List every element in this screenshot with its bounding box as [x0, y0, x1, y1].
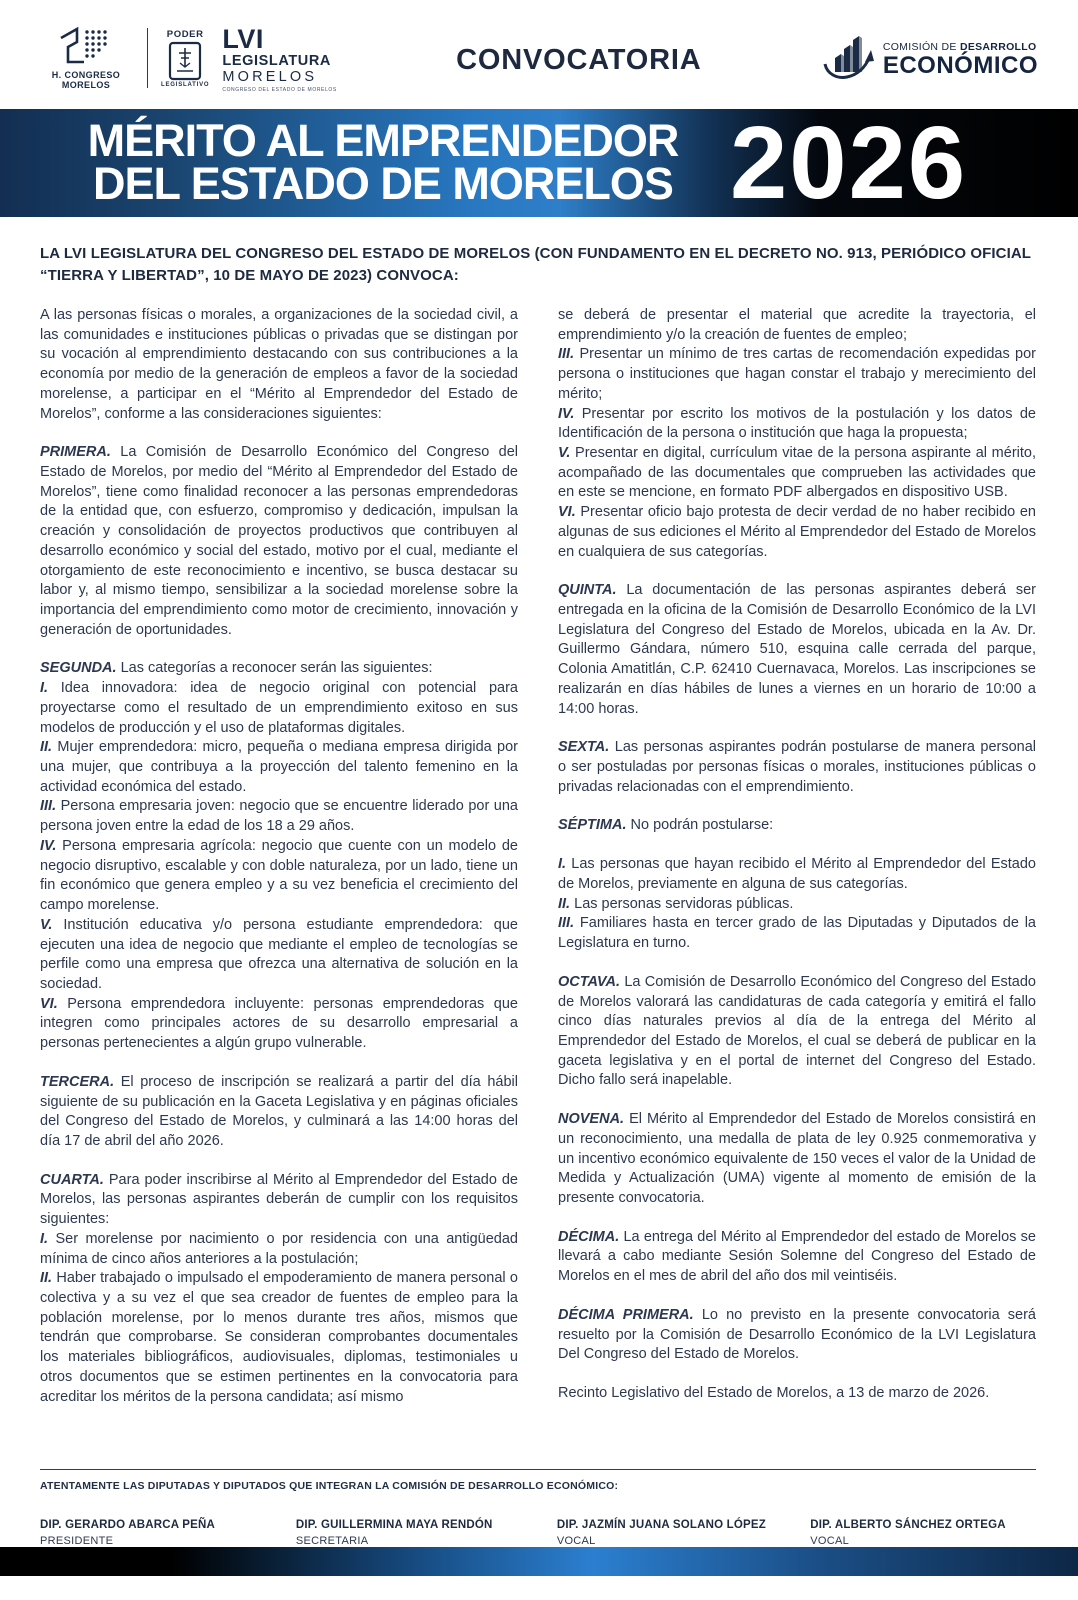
clause-text: Las categorías a reconocer serán las siguientes: [120, 660, 433, 677]
shield-crest-icon [161, 41, 209, 81]
commission-logo [821, 34, 1038, 85]
clause-label: SEGUNDA. [40, 660, 121, 677]
signatory-role: PRESIDENTE [40, 1535, 114, 1547]
document-section [558, 581, 1036, 719]
paragraph [40, 306, 518, 424]
paragraph [40, 1269, 518, 1407]
paragraph [558, 895, 1036, 915]
clause-label: NOVENA. [558, 1111, 630, 1128]
logo-divider [147, 28, 148, 88]
clause-label: II. [558, 895, 575, 912]
clause-text: se deberá de presentar el material que acredite la trayectoria, el emprendimiento y/o la creación de fuentes de empleo; [558, 306, 1036, 343]
clause-text: Mujer emprendedora: micro, pequeña o mediana empresa dirigida por una mujer, que contribuya a la proyección del talento femenino en la actividad económica del estado. [40, 739, 518, 795]
signature-row [40, 1519, 1036, 1547]
clause-label: IV. [558, 405, 582, 422]
clause-label: SEXTA. [558, 739, 615, 756]
commission-logo-text [883, 41, 1038, 78]
commission-line1-bold: DESARROLLO [959, 41, 1037, 53]
clause-text: Recinto Legislativo del Estado de Morelos, a 13 de marzo de 2026. [558, 1385, 990, 1401]
clause-label: PRIMERA. [40, 444, 121, 461]
document-section [40, 1073, 518, 1152]
clause-label: V. [558, 444, 576, 461]
signatory-role: VOCAL [810, 1535, 849, 1547]
paragraph [40, 659, 518, 679]
shield-top-label: PODER [166, 28, 204, 40]
signature-block [810, 1519, 1036, 1547]
signatory-name: DIP. JAZMÍN JUANA SOLANO LÓPEZ [556, 1519, 766, 1531]
clause-text: Presentar en digital, currículum vitae de la persona aspirante al mérito, acompañado de las documentales que comprueben las actividades que en este se mencione, en formato PDF albergados en dispositivo USB. [558, 444, 1036, 501]
paragraph [558, 306, 1036, 345]
bottom-gradient-bar [0, 1547, 1078, 1576]
clause-label: VI. [40, 995, 68, 1012]
clause-text: Haber trabajado o impulsado el empoderamiento de manera personal o colectiva y a su vez el que sea creador de fuentes de empleo para la población morelense, por lo menos durante tres años, mismos que tendrán que comprobarse. Se consideran comprobantes documentales los materiales bibliográficos, audiovisuales, diplomas, testimoniales u otros documentos que se estimen pertinentes en la convocatoria para acreditar los méritos de la persona candidata; así mismo [40, 1270, 518, 1405]
paragraph [40, 995, 518, 1054]
clause-label: II. [40, 1270, 57, 1287]
congress-morelos-logo [38, 26, 134, 91]
document-section [558, 738, 1036, 797]
commission-line2: ECONÓMICO [882, 52, 1038, 79]
paragraph [40, 679, 518, 738]
clause-label: I. [558, 856, 572, 873]
bottom-white-strip [0, 1576, 1078, 1600]
paragraph [40, 1171, 518, 1230]
paragraph [558, 1228, 1036, 1287]
clause-text: Persona emprendedora incluyente: personas emprendedoras que integren como principales actores de su desarrollo empresarial a personas pertenecientes a algún grupo vulnerable. [40, 995, 518, 1052]
paragraph [40, 797, 518, 836]
footer-attention-line: ATENTAMENTE LAS DIPUTADAS Y DIPUTADOS QUE INTEGRAN LA COMISIÓN DE DESARROLLO ECONÓMICO: [40, 1480, 619, 1492]
clause-text: Presentar oficio bajo protesta de decir verdad de no haber recibido en algunas de sus ediciones el Mérito al Emprendedor del Estado de Morelos en cualquiera de sus categorías. [558, 504, 1036, 560]
clause-text: Las personas aspirantes podrán postularse de manera personal o ser postuladas por personas físicas o morales, instituciones públicas o privadas relacionadas con el emprendimiento. [558, 739, 1036, 795]
document-section [558, 1228, 1036, 1287]
award-year: 2026 [730, 104, 968, 220]
convocatoria-preamble: LA LVI LEGISLATURA DEL CONGRESO DEL ESTADO DE MORELOS (CON FUNDAMENTO EN EL DECRETO NO. 913, PERIÓDICO OFICIAL “TIERRA Y LIBERTAD”, 10 DE MAYO DE 2023) CONVOCA: [40, 244, 1031, 285]
clause-label: III. [40, 798, 61, 815]
congress-logo-line1: H. CONGRESO [51, 70, 121, 81]
signatory-name: DIP. GERARDO ABARCA PEÑA [40, 1519, 215, 1531]
clause-text: A las personas físicas o morales, a organizaciones de la sociedad civil, a las comunidades e instituciones públicas o privadas que se distingan por su vocación al emprendimiento destacando con sus contribuciones a la economía por medio de la generación de empleos a favor de la sociedad morelense, a participar en el “Mérito al Emprendedor del Estado de Morelos”, conforme a las consideraciones siguientes: [40, 306, 518, 422]
congress-building-icon [38, 26, 134, 68]
clause-text: Presentar por escrito los motivos de la postulación y los datos de Identificación de la persona o institución que haga la propuesta; [558, 405, 1036, 442]
document-section [558, 855, 1036, 954]
clause-label: QUINTA. [558, 582, 627, 599]
legislatura-roman-numeral: LVI [222, 24, 264, 54]
page-title: CONVOCATORIA [456, 44, 702, 76]
paragraph [558, 503, 1036, 562]
clause-text: Lo no previsto en la presente convocatoria será resuelto por la Comisión de Desarrollo Económico de la LVI Legislatura Del Congreso del Estado de Morelos. [558, 1306, 1036, 1363]
header-logos-left [38, 24, 337, 93]
clause-label: I. [40, 1230, 56, 1247]
clause-text: Institución educativa y/o persona estudiante emprendedora: que ejecuten una idea de negocio que mediante el empleo de tecnologías se perfile como una empresa que ofrezca una alternativa de solución en la sociedad. [40, 916, 518, 992]
clause-text: La documentación de las personas aspirantes deberá ser entregada en la oficina de la Comisión de Desarrollo Económico de la LVI Legislatura del Congreso del Estado de Morelos, ubicada en la Av. Dr. Guillermo Gándara, número 510, esquina calle cerrada del parque, Colonia Amatitlán, C.P. 62410 Cuernavaca, Morelos. Las inscripciones se realizarán en días hábiles de lunes a viernes en un horario de 10:00 a 14:00 horas. [558, 582, 1036, 717]
clause-label: TERCERA. [40, 1073, 121, 1090]
clause-text: La Comisión de Desarrollo Económico del Congreso del Estado de Morelos, por medio del “Mérito al Emprendedor del Estado de Morelos”, tiene como finalidad reconocer a las personas emprendedoras de la entidad que, con esfuerzo, compromiso y dedicación, impulsan la creación y consolidación de proyectos productivos que contribuyen al desarrollo económico y social del estado, motivo por el cual, mediante el otorgamiento de este reconocimiento e incentivo, se busca destacar su labor y, al mismo tiempo, sensibilizar a la sociedad morelense sobre la importancia del emprendimiento como motor de crecimiento, innovación y generación de oportunidades. [40, 444, 518, 638]
clause-label: OCTAVA. [558, 973, 625, 990]
shield-bottom-label: LEGISLATIVO [161, 81, 210, 88]
congress-logo-line2: MORELOS [61, 80, 111, 91]
paragraph [558, 914, 1036, 953]
clause-text: Persona empresaria agrícola: negocio que cuente con un modelo de negocio disruptivo, escalable y con doble naturaleza, por un lado, tiene un fin económico que genera empleo y a su vez beneficia el crecimiento del campo morelense. [40, 837, 518, 914]
clause-label: DÉCIMA. [558, 1228, 624, 1245]
clause-text: Las personas servidoras públicas. [574, 895, 794, 912]
paragraph [40, 1073, 518, 1152]
clause-label: I. [40, 680, 61, 697]
clause-text: No podrán postularse: [630, 817, 774, 834]
congress-logo-text [38, 70, 134, 91]
document-body [40, 306, 1036, 1465]
signatory-name: DIP. ALBERTO SÁNCHEZ ORTEGA [810, 1519, 1006, 1531]
signature-block [40, 1519, 296, 1547]
paragraph [558, 973, 1036, 1091]
document-section [40, 443, 518, 640]
paragraph [558, 581, 1036, 719]
paragraph [558, 816, 1036, 836]
legislatura-state-label: MORELOS [222, 68, 318, 85]
document-section [558, 1110, 1036, 1209]
clause-label: IV. [40, 837, 63, 854]
clause-text: Familiares hasta en tercer grado de las Diputadas y Diputados de la Legislatura en turno. [558, 915, 1036, 952]
paragraph [558, 1306, 1036, 1365]
signatory-role: VOCAL [556, 1535, 596, 1547]
document-section [558, 816, 1036, 836]
award-title [58, 115, 708, 209]
legislatura-tagline: CONGRESO DEL ESTADO DE MORELOS [222, 86, 337, 93]
paragraph [558, 1384, 1036, 1404]
paragraph [558, 444, 1036, 503]
legislatura-label: LEGISLATURA [222, 52, 331, 69]
clause-label: VI. [558, 504, 581, 521]
clause-label: II. [40, 739, 58, 756]
paragraph [40, 837, 518, 916]
paragraph [558, 405, 1036, 444]
document-section [558, 1384, 1036, 1404]
right-column [558, 306, 1036, 1465]
clause-label: SÉPTIMA. [558, 817, 631, 834]
clause-text: El proceso de inscripción se realizará a partir del día hábil siguiente de su publicación en la Gaceta Legislativa y en páginas oficiales del Congreso del Estado de Morelos, y culminará a las 14:00 horas del día 17 de abril del año 2026. [40, 1073, 518, 1149]
clause-text: Para poder inscribirse al Mérito al Emprendedor del Estado de Morelos, las personas aspirantes deberán de cumplir con los requisitos siguientes: [40, 1171, 518, 1228]
signature-block [296, 1519, 557, 1547]
clause-text: Ser morelense por nacimiento o por residencia con una antigüedad mínima de cinco años anteriores a la postulación; [40, 1230, 518, 1267]
clause-label: V. [40, 916, 64, 933]
clause-label: CUARTA. [40, 1171, 109, 1188]
document-footer [40, 1469, 1036, 1547]
award-title-line1: MÉRITO AL EMPRENDEDOR [87, 115, 679, 167]
clause-text: Las personas que hayan recibido el Mérito al Emprendedor del Estado de Morelos, previamente en alguna de sus categorías. [558, 856, 1036, 892]
left-column [40, 306, 518, 1465]
paragraph [40, 1230, 518, 1269]
clause-text: Persona empresaria joven: negocio que se encuentre liderado por una persona joven entre la edad de los 18 a 29 años. [40, 798, 518, 835]
document-section [40, 1171, 518, 1408]
document-section [558, 973, 1036, 1091]
signatory-name: DIP. GUILLERMINA MAYA RENDÓN [295, 1519, 493, 1531]
document-section [558, 306, 1036, 562]
bar-chart-growth-icon [821, 34, 875, 85]
legislatura-wordmark [222, 24, 336, 93]
document-section [558, 1306, 1036, 1365]
paragraph [40, 738, 518, 797]
document-section [40, 306, 518, 424]
clause-label: III. [558, 346, 580, 363]
award-title-line2: DEL ESTADO DE MORELOS [93, 157, 673, 209]
clause-label: DÉCIMA PRIMERA. [558, 1306, 702, 1323]
poder-legislativo-shield-logo [161, 29, 209, 88]
clause-text: Idea innovadora: idea de negocio original con potencial para proyectarse como el resultado de un emprendimiento exitoso en sus modelos de producción y el uso de plataformas digitales. [40, 680, 518, 736]
clause-label: III. [558, 915, 580, 932]
paragraph [558, 345, 1036, 404]
award-title-banner [0, 104, 1078, 220]
clause-text: La entrega del Mérito al Emprendedor del estado de Morelos se llevará a cabo mediante Sesión Solemne del Congreso del Estado de Morelos en el mes de abril del año dos mil veintiséis. [558, 1228, 1036, 1285]
footer-divider [40, 1469, 1036, 1470]
clause-text: Presentar un mínimo de tres cartas de recomendación expedidas por persona o instituciones que hagan constar el trabajo y merecimiento del mérito; [558, 346, 1036, 402]
clause-text: La Comisión de Desarrollo Económico del Congreso del Estado de Morelos valorará las candidaturas de cada categoría y emitirá el fallo cinco días naturales previos al día de la entrega del Mérito al Emprendedor del Estado de Morelos, el cual se deberá de publicar en la gaceta legislativa y en el portal de internet del Congreso del Estado. Dicho fallo será inapelable. [558, 973, 1036, 1089]
paragraph [40, 443, 518, 640]
document-section [40, 659, 518, 1053]
commission-line1-regular: COMISIÓN DE [882, 41, 960, 53]
document-header [0, 0, 1078, 99]
paragraph [558, 855, 1036, 894]
clause-text: El Mérito al Emprendedor del Estado de Morelos consistirá en un reconocimiento, una medalla de plata de ley 0.925 conmemorativa y un incentivo económico equivalente de 150 veces el valor de la Unidad de Medida y Actualización (UMA) vigente al momento de emisión de la presente convocatoria. [558, 1111, 1036, 1206]
paragraph [558, 1110, 1036, 1209]
paragraph [40, 916, 518, 995]
signatory-role: SECRETARIA [295, 1535, 369, 1547]
signature-block [557, 1519, 810, 1547]
paragraph [558, 738, 1036, 797]
